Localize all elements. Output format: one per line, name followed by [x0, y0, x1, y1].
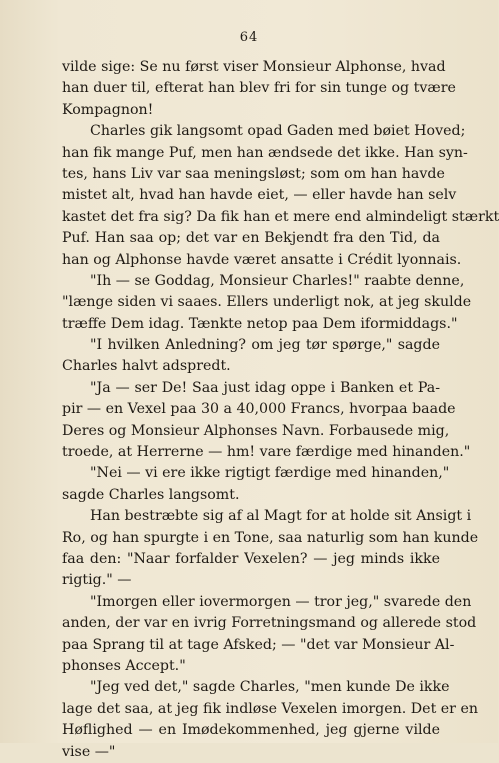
text-line: "Jeg ved det," sagde Charles, "men kunde De ikke [90, 679, 450, 696]
text-line: "Ja — ser De! Saa just idag oppe i Banken et Pa- [90, 379, 440, 396]
text-line: vilde sige: Se nu først viser Monsieur Alphonse, hvad [62, 59, 446, 75]
text-line: Charles gik langsomt opad Gaden med bøiet Hoved; [90, 123, 466, 140]
text-line: troede, at Herrerne — hm! vare færdige med hinanden." [62, 444, 471, 461]
text-line: Charles halvt adspredt. [62, 358, 231, 375]
text-line: rigtig." — [62, 572, 132, 589]
text-line: mistet alt, hvad han havde eiet, — eller havde han selv [62, 187, 457, 204]
text-line: vise —" [62, 743, 116, 760]
text-line: pir — en Vexel paa 30 a 40,000 Francs, hvorpaa baade [62, 401, 456, 418]
text-line: "Imorgen eller iovermorgen — tror jeg," svarede den [90, 593, 472, 610]
text-line: han og Alphonse havde været ansatte i Crédit lyonnais. [62, 251, 462, 268]
text-line: anden, der var en ivrig Forretningsmand og allerede stod [62, 615, 477, 632]
text-line: Ro, og han spurgte i en Tone, saa naturlig som han kunde [62, 529, 479, 546]
text-line: Puf. Han saa op; det var en Bekjendt fra den Tid, da [62, 230, 440, 247]
text-line: paa Sprang til at tage Afsked; — "det var Monsieur Al- [62, 636, 455, 653]
text-line: faa den: "Naar forfalder Vexelen? — jeg minds ikke [62, 550, 440, 567]
text-line: "længe siden vi saaes. Ellers underligt nok, at jeg skulde [62, 294, 472, 311]
text-line: Deres og Monsieur Alphonses Navn. Forbausede mig, [62, 422, 450, 439]
text-line: han duer til, efterat han blev fri for sin tunge og tvære [62, 80, 456, 97]
text-line: Kompagnon! [62, 101, 154, 118]
text-line: han fik mange Puf, men han ændsede det ikke. Han syn- [62, 144, 468, 161]
body-text [62, 57, 499, 763]
page-number: 64 [239, 30, 259, 45]
text-line: tes, hans Liv var saa meningsløst; som om han havde [62, 165, 445, 182]
text-line: "I hvilken Anledning? om jeg tør spørge," sagde [90, 337, 440, 354]
text-line: phonses Accept." [62, 657, 186, 674]
text-line: "Nei — vi ere ikke rigtigt færdige med hinanden," [90, 465, 450, 482]
text-line: træffe Dem idag. Tænkte netop paa Dem iformiddags." [62, 315, 458, 332]
text-line: lage det saa, at jeg fik indløse Vexelen imorgen. Det er en [62, 700, 479, 717]
text-line: "Ih — se Goddag, Monsieur Charles!" raabte denne, [90, 272, 465, 289]
text-line: kastet det fra sig? Da fik han et mere end almindeligt stærkt [62, 208, 499, 225]
text-line: Høflighed — en Imødekommenhed, jeg gjerne vilde [62, 722, 440, 739]
text-line: sagde Charles langsomt. [62, 486, 240, 503]
text-line: Han bestræbte sig af al Magt for at holde sit Ansigt i [90, 508, 472, 525]
